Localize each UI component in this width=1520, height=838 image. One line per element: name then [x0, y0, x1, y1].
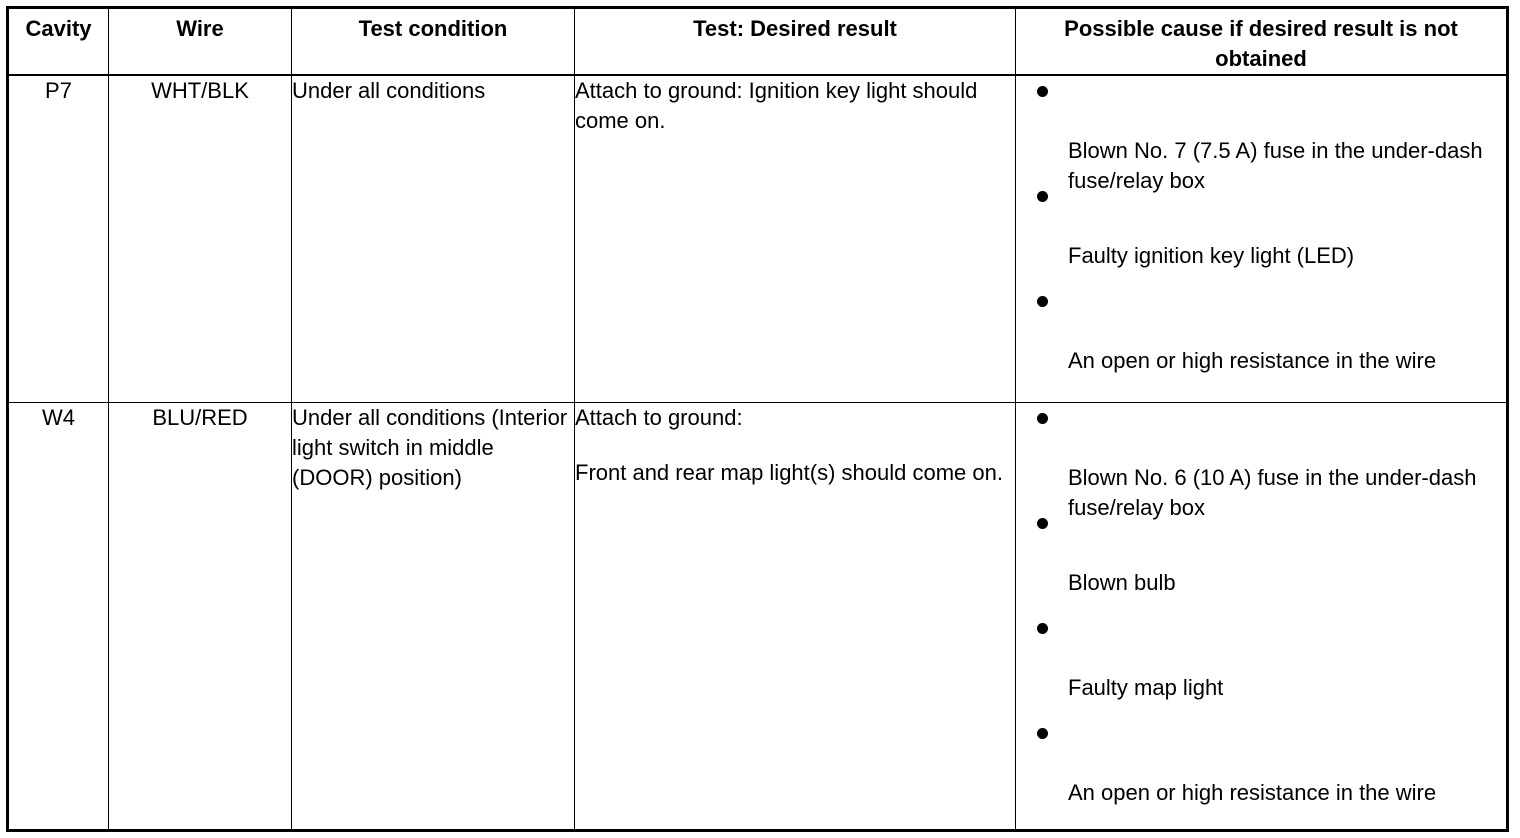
desired-result-cell	[575, 402, 1016, 830]
bullet-icon	[1037, 518, 1048, 529]
cause-text: Blown bulb	[1068, 569, 1176, 595]
desired-result-text: Attach to ground: Ignition key light should come on.	[575, 78, 978, 133]
cause-item	[1016, 508, 1506, 613]
desired-result-text: Attach to ground:	[575, 404, 743, 430]
possible-cause-cell	[1016, 75, 1508, 402]
possible-cause-cell	[1016, 402, 1508, 830]
cause-text: Faulty ignition key light (LED)	[1068, 243, 1355, 268]
bullet-icon	[1037, 296, 1048, 307]
cause-item	[1016, 613, 1506, 718]
table-row	[8, 75, 1508, 402]
header-wire: Wire	[109, 8, 292, 76]
cause-text: Faulty map light	[1068, 674, 1224, 700]
cavity-cell: P7	[8, 75, 109, 402]
header-possible-cause: Possible cause if desired result is not obtained	[1016, 8, 1508, 76]
bullet-icon	[1037, 413, 1048, 424]
cause-item	[1016, 403, 1506, 520]
cause-text: Blown No. 7 (7.5 A) fuse in the under-dash fuse/relay box	[1068, 138, 1483, 193]
table-row	[8, 402, 1508, 830]
test-condition-cell: Under all conditions	[292, 75, 575, 402]
cause-item	[1016, 718, 1506, 823]
bullet-icon	[1037, 191, 1048, 202]
header-row	[8, 8, 1508, 76]
desired-result-text: Front and rear map light(s) should come on.	[575, 459, 1003, 485]
desired-result-cell	[575, 75, 1016, 402]
cause-text: Blown No. 6 (10 A) fuse in the under-dash fuse/relay box	[1068, 464, 1477, 520]
header-cavity: Cavity	[8, 8, 109, 76]
test-condition-cell: Under all conditions (Interior light switch in middle (DOOR) position)	[292, 402, 575, 830]
wire-cell: BLU/RED	[109, 402, 292, 830]
cause-item	[1016, 76, 1506, 193]
bullet-icon	[1037, 623, 1048, 634]
header-test-condition: Test condition	[292, 8, 575, 76]
diagnostic-table	[6, 6, 1509, 832]
bullet-icon	[1037, 728, 1048, 739]
cause-text: An open or high resistance in the wire	[1068, 779, 1437, 805]
wire-cell: WHT/BLK	[109, 75, 292, 402]
cause-item	[1016, 286, 1506, 391]
cause-item	[1016, 181, 1506, 286]
header-desired-result: Test: Desired result	[575, 8, 1016, 76]
cavity-cell: W4	[8, 402, 109, 830]
cause-text: An open or high resistance in the wire	[1068, 348, 1437, 373]
bullet-icon	[1037, 86, 1048, 97]
